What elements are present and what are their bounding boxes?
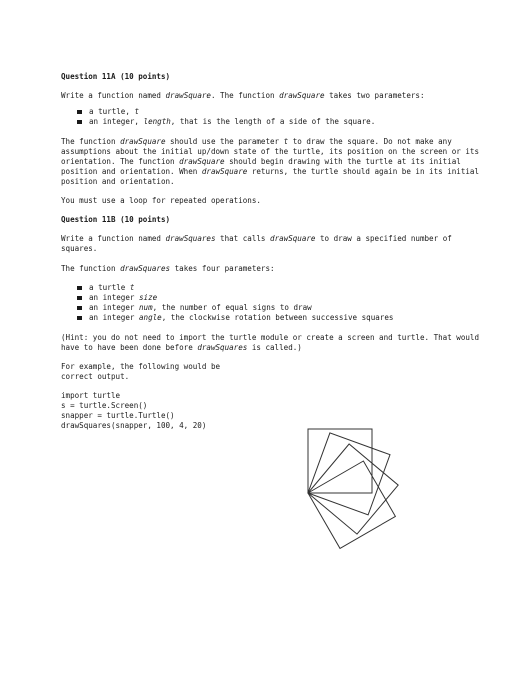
function-name: drawSquare xyxy=(279,91,325,100)
function-name: drawSquare xyxy=(120,137,166,146)
q11b-intro: Write a function named drawSquares that calls drawSquare to draw a specified number of squares. xyxy=(61,234,452,253)
param-name: num xyxy=(138,303,153,312)
code-line: s = turtle.Screen() xyxy=(61,401,148,410)
q11a-parameter-list xyxy=(61,107,481,127)
code-line: import turtle xyxy=(61,391,121,400)
square-outline xyxy=(308,429,372,493)
q11a-heading: Question 11A (10 points) xyxy=(61,72,171,81)
param-name: angle xyxy=(138,313,162,322)
text-run: takes two parameters: xyxy=(324,91,425,100)
list-item: an integer, length, that is the length of a side of the square. xyxy=(77,117,481,127)
code-line: snapper = turtle.Turtle() xyxy=(61,411,175,420)
param-name: size xyxy=(138,293,158,302)
example-output-figure xyxy=(300,425,412,557)
text-run: . The function xyxy=(210,91,280,100)
param-name: t xyxy=(283,137,289,146)
q11b-example-line-2: correct output. xyxy=(61,372,130,381)
square-outline xyxy=(308,444,398,534)
square-outline xyxy=(308,433,390,515)
q11b-params-intro: The function drawSquares takes four parameters: xyxy=(61,264,275,273)
code-line: drawSquares(snapper, 100, 4, 20) xyxy=(61,421,207,430)
function-name: drawSquares xyxy=(197,343,248,352)
list-item: an integer size xyxy=(77,293,481,303)
function-name: drawSquare xyxy=(270,234,316,243)
function-name: drawSquare xyxy=(179,157,225,166)
list-item: a turtle, t xyxy=(77,107,481,117)
q11a-loop-note: You must use a loop for repeated operations. xyxy=(61,196,261,205)
function-name: drawSquare xyxy=(165,91,211,100)
q11a-intro xyxy=(61,91,481,101)
list-item: a turtle t xyxy=(77,283,481,293)
list-item: an integer angle, the clockwise rotation between successive squares xyxy=(77,313,481,323)
code-example xyxy=(61,391,481,431)
text-run: Write a function named xyxy=(61,91,166,100)
function-name: drawSquare xyxy=(201,167,248,176)
function-name: drawSquares xyxy=(165,234,216,243)
function-name: drawSquares xyxy=(120,264,171,273)
list-item: an integer num, the number of equal signs to draw xyxy=(77,303,481,313)
param-name: length xyxy=(143,117,171,126)
q11b-heading: Question 11B (10 points) xyxy=(61,215,171,224)
q11a-body: The function drawSquare should use the parameter t to draw the square. Do not make any assumptions about the initial up/down state of the turtle, its position on the screen or its orientation. The function drawSquare should begin drawing with the turtle at its initial position and orientation. When drawSquare returns, the turtle should again be in its initial position and orientation. xyxy=(61,137,480,186)
q11b-parameter-list xyxy=(61,283,481,323)
param-name: t xyxy=(129,283,135,292)
document-page xyxy=(61,72,481,431)
q11b-example-line-1: For example, the following would be xyxy=(61,362,221,371)
q11b-hint: (Hint: you do not need to import the turtle module or create a screen and turtle. That would have to have been done before drawSquares is called.) xyxy=(61,333,480,352)
param-name: t xyxy=(134,107,139,116)
